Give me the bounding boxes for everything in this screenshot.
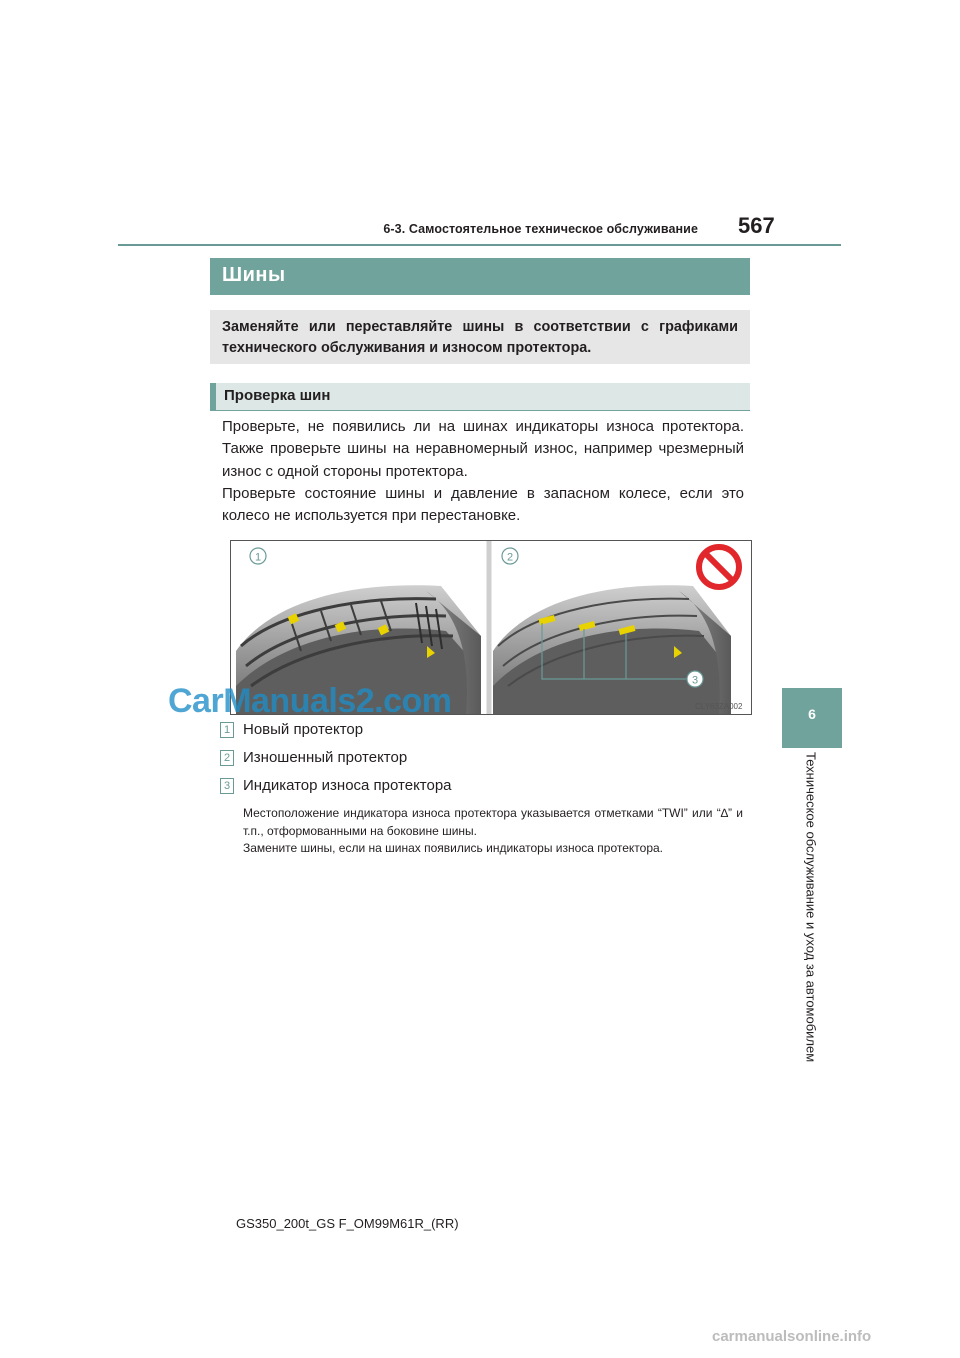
legend-text: Новый протектор (243, 721, 364, 738)
online-watermark: carmanualsonline.info (712, 1328, 872, 1345)
legend-item (220, 721, 363, 738)
section-title-bar (210, 258, 750, 295)
body-paragraph: Проверьте, не появились ли на шинах индикаторы износа протектора. Также проверьте шины на неравномерный износ, например чрезмерный износ с одной стороны протектора. (222, 418, 744, 480)
chapter-label-text: Техническое обслуживание и уход за автомобилем (803, 752, 819, 1063)
footer-code: GS350_200t_GS F_OM99M61R_(RR) (236, 1216, 459, 1231)
legend-item (220, 749, 407, 766)
header-divider (118, 244, 841, 246)
callout-3-marker (687, 671, 703, 687)
body-paragraph: Проверьте состояние шины и давление в запасном колесе, если это колесо не используется при перестановке. (222, 484, 744, 525)
chapter-number: 6 (808, 706, 816, 722)
body-text (222, 416, 744, 527)
chapter-label (801, 752, 821, 1092)
note-text (243, 805, 743, 858)
chapter-tab (782, 688, 842, 748)
subheading-bar (210, 383, 750, 411)
legend-number: 2 (220, 750, 234, 766)
legend-text: Изношенный протектор (243, 749, 408, 766)
subheading-accent (210, 383, 216, 410)
prohibition-icon (699, 547, 739, 587)
callout-number: 2 (506, 551, 514, 564)
page-number: 567 (738, 213, 775, 238)
legend-number: 1 (220, 722, 234, 738)
header-section-title: 6-3. Самостоятельное техническое обслуживание (383, 222, 698, 236)
note-paragraph: Замените шины, если на шинах появились индикаторы износа протектора. (243, 841, 664, 855)
section-title: Шины (222, 264, 286, 286)
callout-number: 1 (254, 551, 262, 564)
carmanuals-watermark: CarManuals2.com (168, 682, 452, 720)
legend-number: 3 (220, 778, 234, 794)
legend-item (220, 777, 452, 794)
intro-box (210, 310, 750, 364)
subheading: Проверка шин (224, 387, 331, 404)
note-paragraph: Местоположение индикатора износа протектора указывается отметками “TWI” или “∆” и т.п., отформованными на боковине шины. (243, 806, 743, 838)
figure-code: CLY63ZA002 (695, 702, 743, 711)
intro-text: Заменяйте или переставляйте шины в соответствии с графиками технического обслуживания и износом протектора. (222, 319, 738, 356)
legend-text: Индикатор износа протектора (243, 777, 452, 794)
callout-number: 3 (691, 674, 699, 687)
